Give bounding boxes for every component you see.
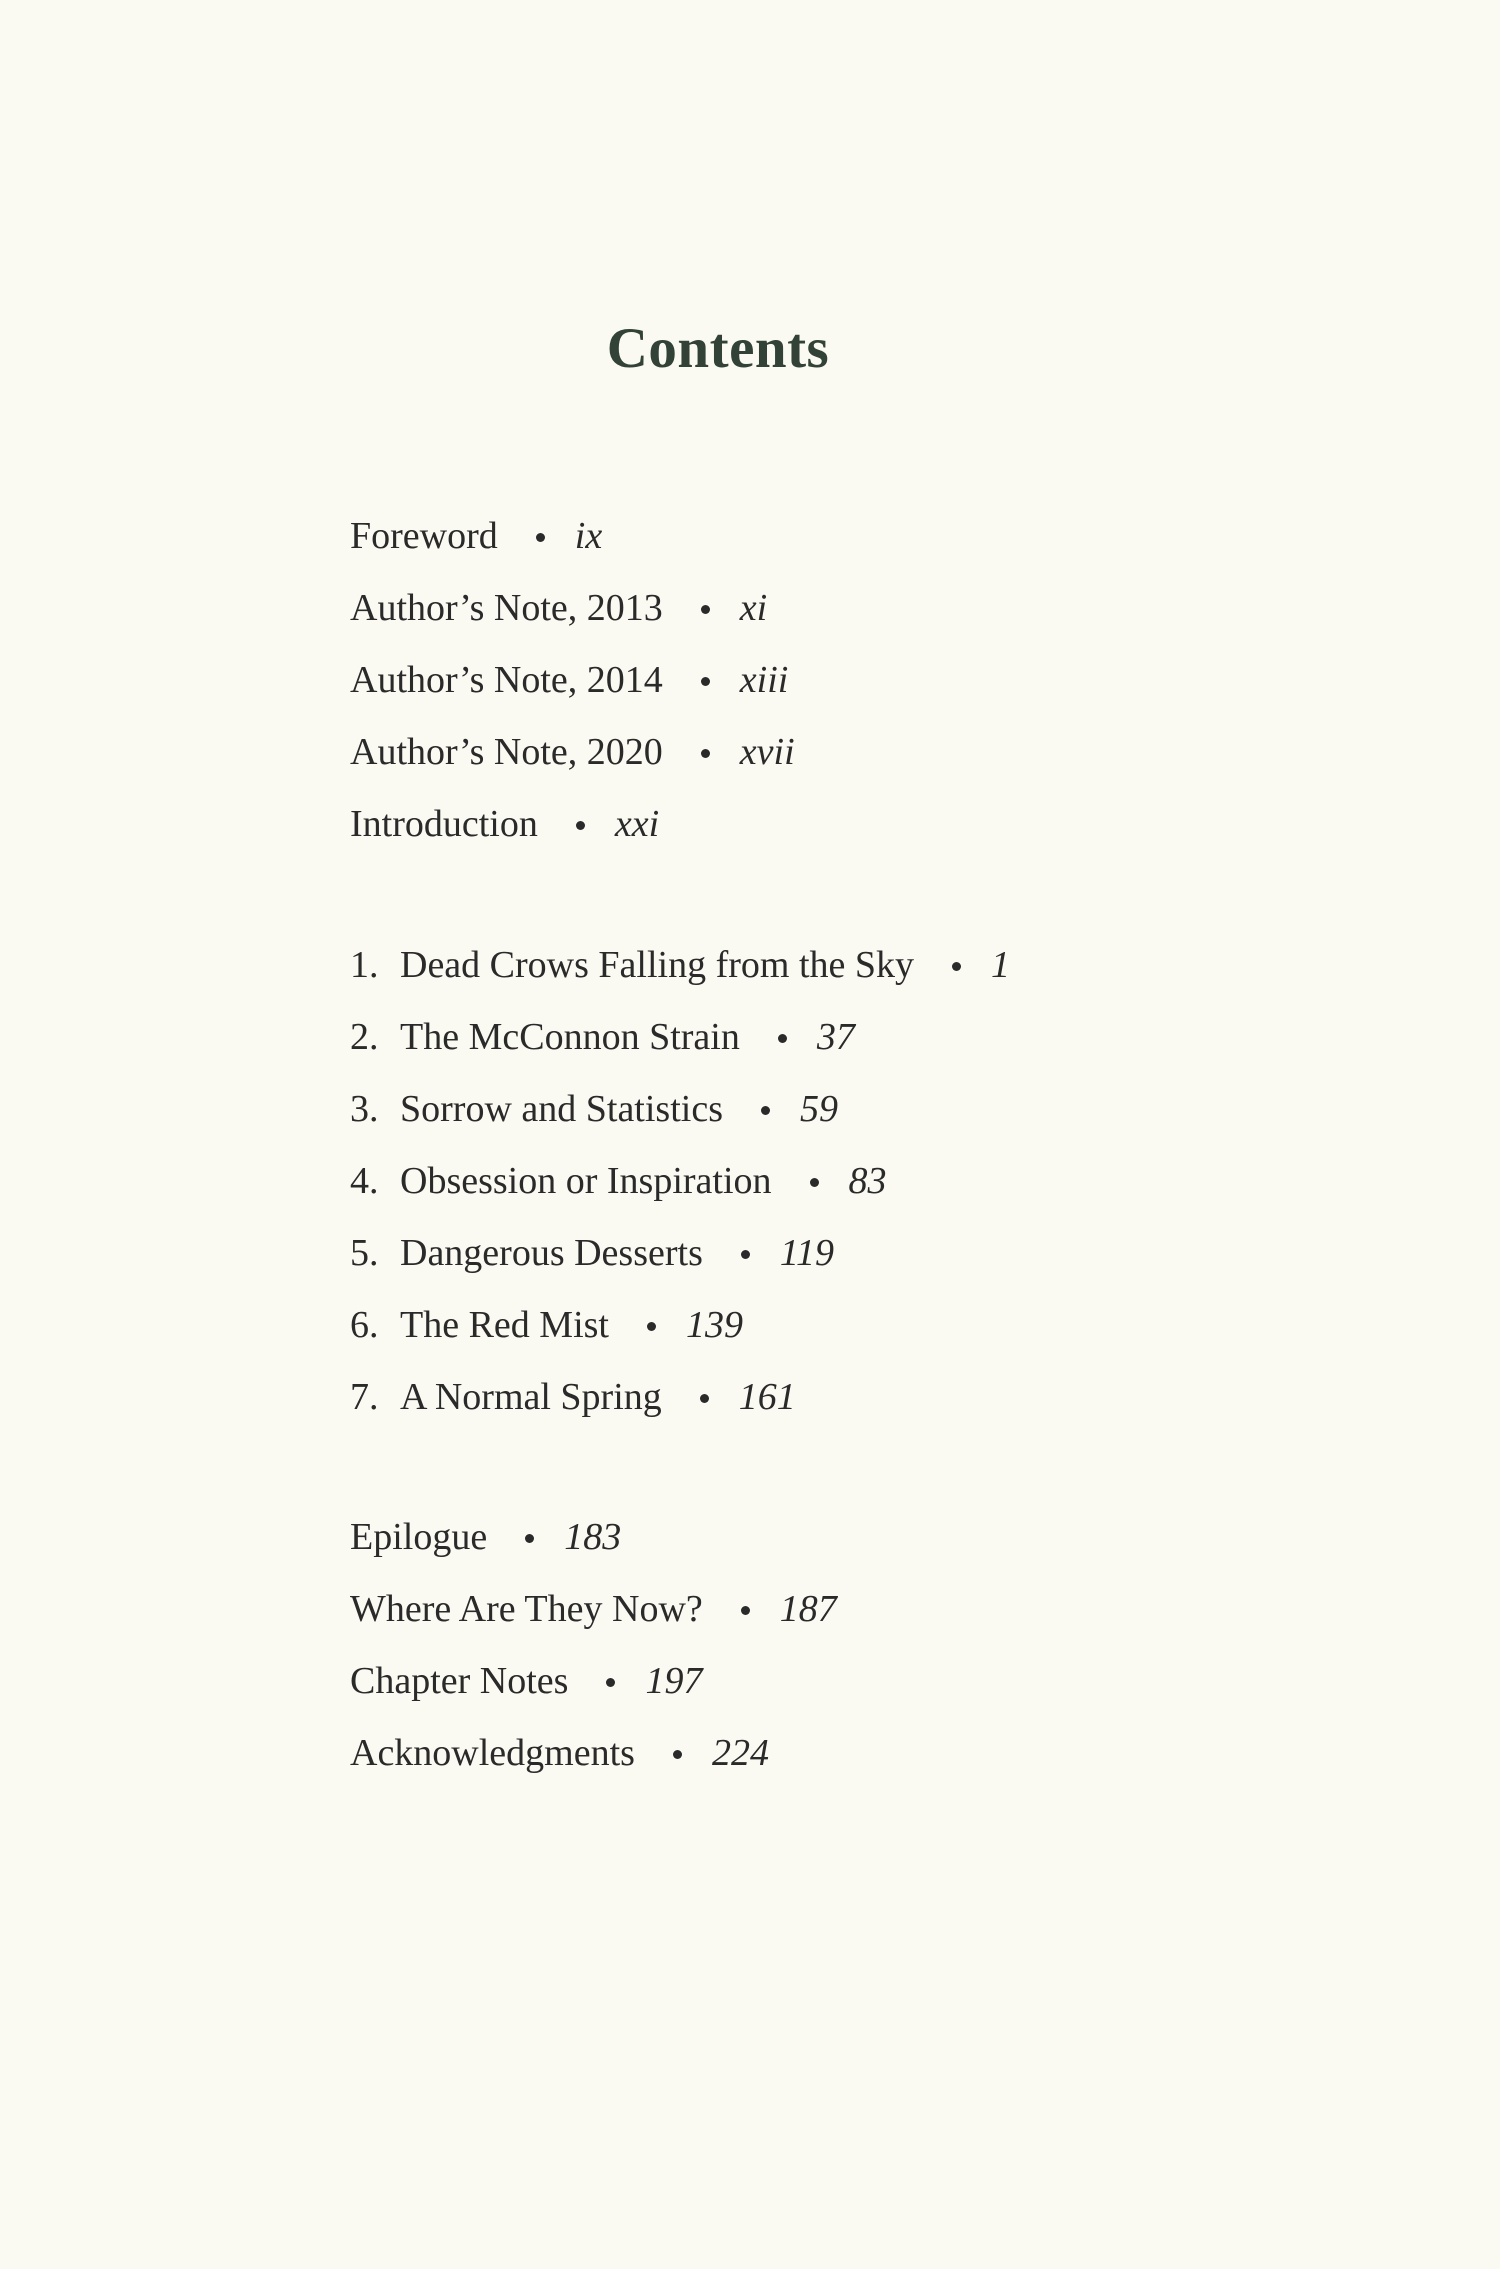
bullet-separator: [761, 1106, 770, 1115]
toc-entry-page: 1: [991, 944, 1011, 986]
bullet-separator: [952, 962, 961, 971]
bullet-separator: [741, 1606, 750, 1615]
toc-entry-chapter-7[interactable]: [350, 1361, 1010, 1433]
toc-entry-acknowledgments[interactable]: [350, 1717, 837, 1789]
toc-entry-page: 59: [799, 1088, 838, 1130]
toc-entry-page: 187: [779, 1588, 837, 1630]
bullet-separator: [701, 605, 710, 614]
toc-entry-page: xiii: [739, 659, 789, 701]
toc-entry-page: 139: [685, 1304, 743, 1346]
chapter-number: 5.: [350, 1232, 379, 1274]
toc-entry-chapter-2[interactable]: [350, 1001, 1010, 1073]
chapter-number: 6.: [350, 1304, 379, 1346]
toc-entry-title: The Red Mist: [400, 1304, 609, 1346]
bullet-separator: [576, 821, 585, 830]
toc-entry-title: Sorrow and Statistics: [400, 1088, 723, 1130]
back-matter-list: [350, 1501, 837, 1789]
toc-entry-title: Acknowledgments: [350, 1732, 635, 1774]
bullet-separator: [606, 1678, 615, 1687]
bullet-separator: [741, 1250, 750, 1259]
toc-entry-chapter-5[interactable]: [350, 1217, 1010, 1289]
chapter-number: 1.: [350, 944, 379, 986]
toc-entry-epilogue[interactable]: [350, 1501, 837, 1573]
chapter-number: 7.: [350, 1376, 379, 1418]
toc-entry-page: 83: [848, 1160, 887, 1202]
bullet-separator: [525, 1534, 534, 1543]
toc-entry-page: 161: [738, 1376, 796, 1418]
toc-entry-title: Dead Crows Falling from the Sky: [400, 944, 915, 986]
toc-entry-title: Chapter Notes: [350, 1660, 569, 1702]
chapter-number: 4.: [350, 1160, 379, 1202]
bullet-separator: [810, 1178, 819, 1187]
toc-entry-title: Foreword: [350, 515, 498, 557]
toc-entry-page: 119: [779, 1232, 835, 1274]
toc-entry-chapter-3[interactable]: [350, 1073, 1010, 1145]
toc-entry-authors-note-2014[interactable]: [350, 644, 795, 716]
toc-entry-title: Author’s Note, 2014: [350, 659, 663, 701]
toc-entry-page: 224: [711, 1732, 769, 1774]
toc-entry-authors-note-2013[interactable]: [350, 572, 795, 644]
toc-entry-title: Dangerous Desserts: [400, 1232, 703, 1274]
toc-entry-chapter-6[interactable]: [350, 1289, 1010, 1361]
toc-entry-introduction[interactable]: [350, 788, 795, 860]
toc-entry-title: The McConnon Strain: [400, 1016, 740, 1058]
toc-entry-page: 37: [816, 1016, 855, 1058]
toc-entry-page: 197: [645, 1660, 703, 1702]
page-title: Contents: [606, 317, 830, 381]
toc-entry-title: Where Are They Now?: [350, 1588, 703, 1630]
toc-entry-title: Epilogue: [350, 1516, 488, 1558]
chapter-number: 2.: [350, 1016, 379, 1058]
bullet-separator: [673, 1750, 682, 1759]
bullet-separator: [778, 1034, 787, 1043]
toc-entry-page: xvii: [739, 731, 795, 773]
chapter-number: 3.: [350, 1088, 379, 1130]
bullet-separator: [536, 533, 545, 542]
bullet-separator: [701, 749, 710, 758]
toc-entry-page: xxi: [614, 803, 660, 845]
bullet-separator: [701, 677, 710, 686]
toc-entry-title: Author’s Note, 2020: [350, 731, 663, 773]
toc-entry-title: Obsession or Inspiration: [400, 1160, 772, 1202]
toc-entry-page: 183: [564, 1516, 622, 1558]
chapter-list: [350, 929, 1010, 1433]
toc-entry-authors-note-2020[interactable]: [350, 716, 795, 788]
toc-entry-chapter-1[interactable]: [350, 929, 1010, 1001]
toc-entry-page: ix: [574, 515, 603, 557]
bullet-separator: [647, 1322, 656, 1331]
toc-entry-foreword[interactable]: [350, 500, 795, 572]
toc-entry-title: Author’s Note, 2013: [350, 587, 663, 629]
toc-entry-chapter-4[interactable]: [350, 1145, 1010, 1217]
toc-entry-chapter-notes[interactable]: [350, 1645, 837, 1717]
front-matter-list: [350, 500, 795, 860]
toc-entry-title: A Normal Spring: [400, 1376, 662, 1418]
toc-entry-page: xi: [739, 587, 768, 629]
bullet-separator: [700, 1394, 709, 1403]
toc-entry-title: Introduction: [350, 803, 538, 845]
toc-entry-where-are-they-now[interactable]: [350, 1573, 837, 1645]
